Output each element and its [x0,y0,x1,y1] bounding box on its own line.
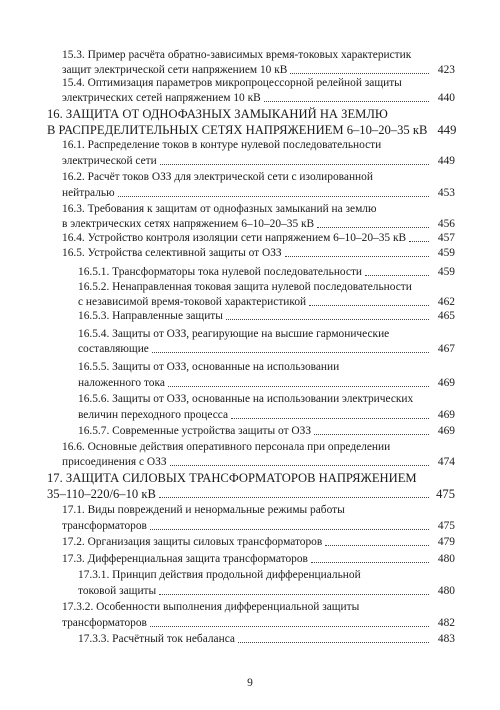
toc-entry-16-3-line-2 [62,217,455,231]
toc-entry-text: нейтралью [62,187,115,199]
toc-entry-16-line-1 [47,107,455,121]
toc-page-number: 479 [437,536,455,548]
dot-leader [226,318,429,320]
toc-entry-text: составляющие [78,343,149,355]
toc-entry-16-6-line-1 [62,440,455,454]
dot-leader [309,304,429,306]
toc-page-number: 440 [437,92,455,104]
dot-leader [150,528,429,530]
toc-entry-text: 17.3.1. Принцип действия продольной дифференциальной [78,569,361,581]
toc-entry-16-5-2-line-1 [78,280,455,294]
toc-entry-text: 16.5. Устройства селективной защиты от ОЗЗ [62,247,282,259]
dot-leader [365,274,429,276]
toc-entry-17-2-line-1 [62,535,455,549]
toc-entry-text: 17.2. Организация защиты силовых трансформаторов [62,536,323,548]
toc-entry-text: электрической сети [62,155,157,167]
toc-entry-text: В РАСПРЕДЕЛИТЕЛЬНЫХ СЕТЯХ НАПРЯЖЕНИЕМ 6–10–20–35 кВ [47,123,428,137]
dot-leader [264,100,429,102]
toc-entry-text: 16.5.2. Ненаправленная токовая защита нулевой последовательности [78,281,412,293]
toc-entry-text: с независимой время-токовой характеристикой [78,296,307,308]
toc-page-number: 449 [437,155,455,167]
toc-entry-16-5-2-line-2 [78,295,455,309]
toc-entry-16-5-6-line-1 [78,392,455,406]
toc-page-number: 480 [437,585,455,597]
toc-entry-text: 16.5.6. Защиты от ОЗЗ, основанные на использовании электрических [78,393,414,405]
toc-entry-text: наложенного тока [78,377,165,389]
toc-entry-text: трансформаторов [62,617,147,629]
toc-entry-17-1-line-1 [62,503,455,517]
toc-entry-text: 16.5.1. Трансформаторы тока нулевой последовательности [78,266,363,278]
toc-entry-text: величин переходного процесса [78,409,229,421]
toc-page-number: 462 [437,296,455,308]
toc-entry-text: 17.3.3. Расчётный ток небаланса [78,633,235,645]
dot-leader [160,163,429,165]
toc-entry-16-5-5-line-1 [78,360,455,374]
toc-page-number: 423 [437,64,455,76]
toc-entry-text: 16. ЗАЩИТА ОТ ОДНОФАЗНЫХ ЗАМЫКАНИЙ НА ЗЕМЛЮ [47,107,388,121]
toc-page-number: 467 [437,343,455,355]
toc-entry-15-3-line-2 [62,63,455,77]
toc-entry-16-5-1-line-1 [78,265,455,279]
toc-entry-15-3-line-1 [62,48,455,62]
toc-entry-17-1-line-2 [62,519,455,533]
toc-page-number: 453 [437,187,455,199]
dot-leader [150,625,429,627]
toc-entry-17-line-2 [47,487,455,501]
dot-leader [311,561,429,563]
toc-entry-text: 17. ЗАЩИТА СИЛОВЫХ ТРАНСФОРМАТОРОВ НАПРЯЖЕНИЕМ [47,471,417,485]
toc-entry-text: 17.3.2. Особенности выполнения дифференциальной защиты [62,601,360,613]
toc-entry-text: 16.4. Устройство контроля изоляции сети напряжением 6–10–20–35 кВ [62,232,407,244]
dot-leader [409,240,429,242]
toc-entry-17-3-1-line-1 [78,568,455,582]
page-number: 9 [247,677,253,689]
toc-entry-text: токовой защиты [78,585,157,597]
toc-page-number: 459 [437,247,455,259]
toc-entry-text: 16.5.3. Направленные защиты [78,310,223,322]
toc-page-number: 469 [437,409,455,421]
dot-leader [152,351,429,353]
toc-entry-text: 15.4. Оптимизация параметров микропроцессорной релейной защиты [62,77,402,89]
toc-page-number: 469 [437,377,455,389]
toc-entry-text: присоединения с ОЗЗ [62,456,167,468]
toc-entry-text: 16.6. Основные действия оперативного персонала при определении [62,441,391,453]
toc-entry-17-3-2-line-1 [62,600,455,614]
toc-entry-16-5-4-line-1 [78,327,455,341]
toc-page-number: 483 [437,633,455,645]
dot-leader [238,641,429,643]
toc-page-number: 465 [437,310,455,322]
toc-entry-16-1-line-2 [62,154,455,168]
dot-leader [325,544,429,546]
toc-entry-16-5-6-line-2 [78,408,455,422]
toc-entry-16-5-4-line-2 [78,342,455,356]
toc-page-number: 459 [437,266,455,278]
toc-entry-17-3-2-line-2 [62,616,455,630]
dot-leader [317,226,429,228]
dot-leader [231,417,429,419]
dot-leader [170,464,429,466]
toc-page-number: 449 [437,123,457,137]
toc-entry-text: защит электрической сети напряжением 10 кВ [62,64,288,76]
toc-entry-16-1-line-1 [62,138,455,152]
toc-entry-16-3-line-1 [62,202,455,216]
toc-entry-text: 16.1. Распределение токов в контуре нулевой последовательности [62,139,382,151]
dot-leader [314,433,429,435]
toc-entry-text: 16.5.4. Защиты от ОЗЗ, реагирующие на высшие гармонические [78,328,390,340]
toc-page-number: 482 [437,617,455,629]
toc-entry-17-3-1-line-2 [78,584,455,598]
dot-leader [168,385,429,387]
dot-leader [290,72,429,74]
toc-page-number: 475 [436,487,455,501]
toc-entry-16-6-line-2 [62,455,455,469]
toc-entry-16-5-3-line-1 [78,309,455,323]
dot-leader [118,195,429,197]
toc-entry-17-3-line-1 [62,552,455,566]
toc-entry-text: 17.1. Виды повреждений и ненормальные режимы работы [62,504,345,516]
toc-entry-text: 15.3. Пример расчёта обратно-зависимых время-токовых характеристик [62,49,412,61]
dot-leader [285,255,429,257]
toc-entry-17-line-1 [47,471,455,485]
toc-entry-17-3-3-line-1 [78,632,455,646]
toc-entry-16-line-2 [47,123,455,137]
toc-entry-text: трансформаторов [62,520,147,532]
toc-entry-16-2-line-1 [62,170,455,184]
toc-entry-15-4-line-2 [62,91,455,105]
toc-entry-text: 16.2. Расчёт токов ОЗЗ для электрической сети с изолированной [62,171,373,183]
toc-entry-text: 17.3. Дифференциальная защита трансформаторов [62,553,308,565]
toc-entry-text: 16.5.7. Современные устройства защиты от ОЗЗ [78,425,312,437]
toc-entry-16-2-line-2 [62,186,455,200]
toc-entry-16-5-line-1 [62,246,455,260]
toc-entry-15-4-line-1 [62,76,455,90]
toc-entry-16-5-7-line-1 [78,424,455,438]
toc-entry-text: 16.5.5. Защиты от ОЗЗ, основанные на использовании [78,361,340,373]
toc-page-number: 456 [437,218,455,230]
toc-entry-text: в электрических сетях напряжением 6–10–20–35 кВ [62,218,315,230]
dot-leader [159,593,429,595]
dot-leader [159,496,429,498]
toc-page-number: 469 [437,425,455,437]
toc-page-number: 457 [437,232,455,244]
toc-entry-text: 16.3. Требования к защитам от однофазных замыканий на землю [62,203,377,215]
toc-page-number: 475 [437,520,455,532]
toc-entry-16-5-5-line-2 [78,376,455,390]
toc-page-number: 480 [437,553,455,565]
toc-entry-text: 35–110–220/6–10 кВ [47,487,156,501]
toc-page-number: 474 [437,456,455,468]
toc-entry-16-4-line-1 [62,231,455,245]
toc-entry-text: электрических сетей напряжением 10 кВ [62,92,261,104]
